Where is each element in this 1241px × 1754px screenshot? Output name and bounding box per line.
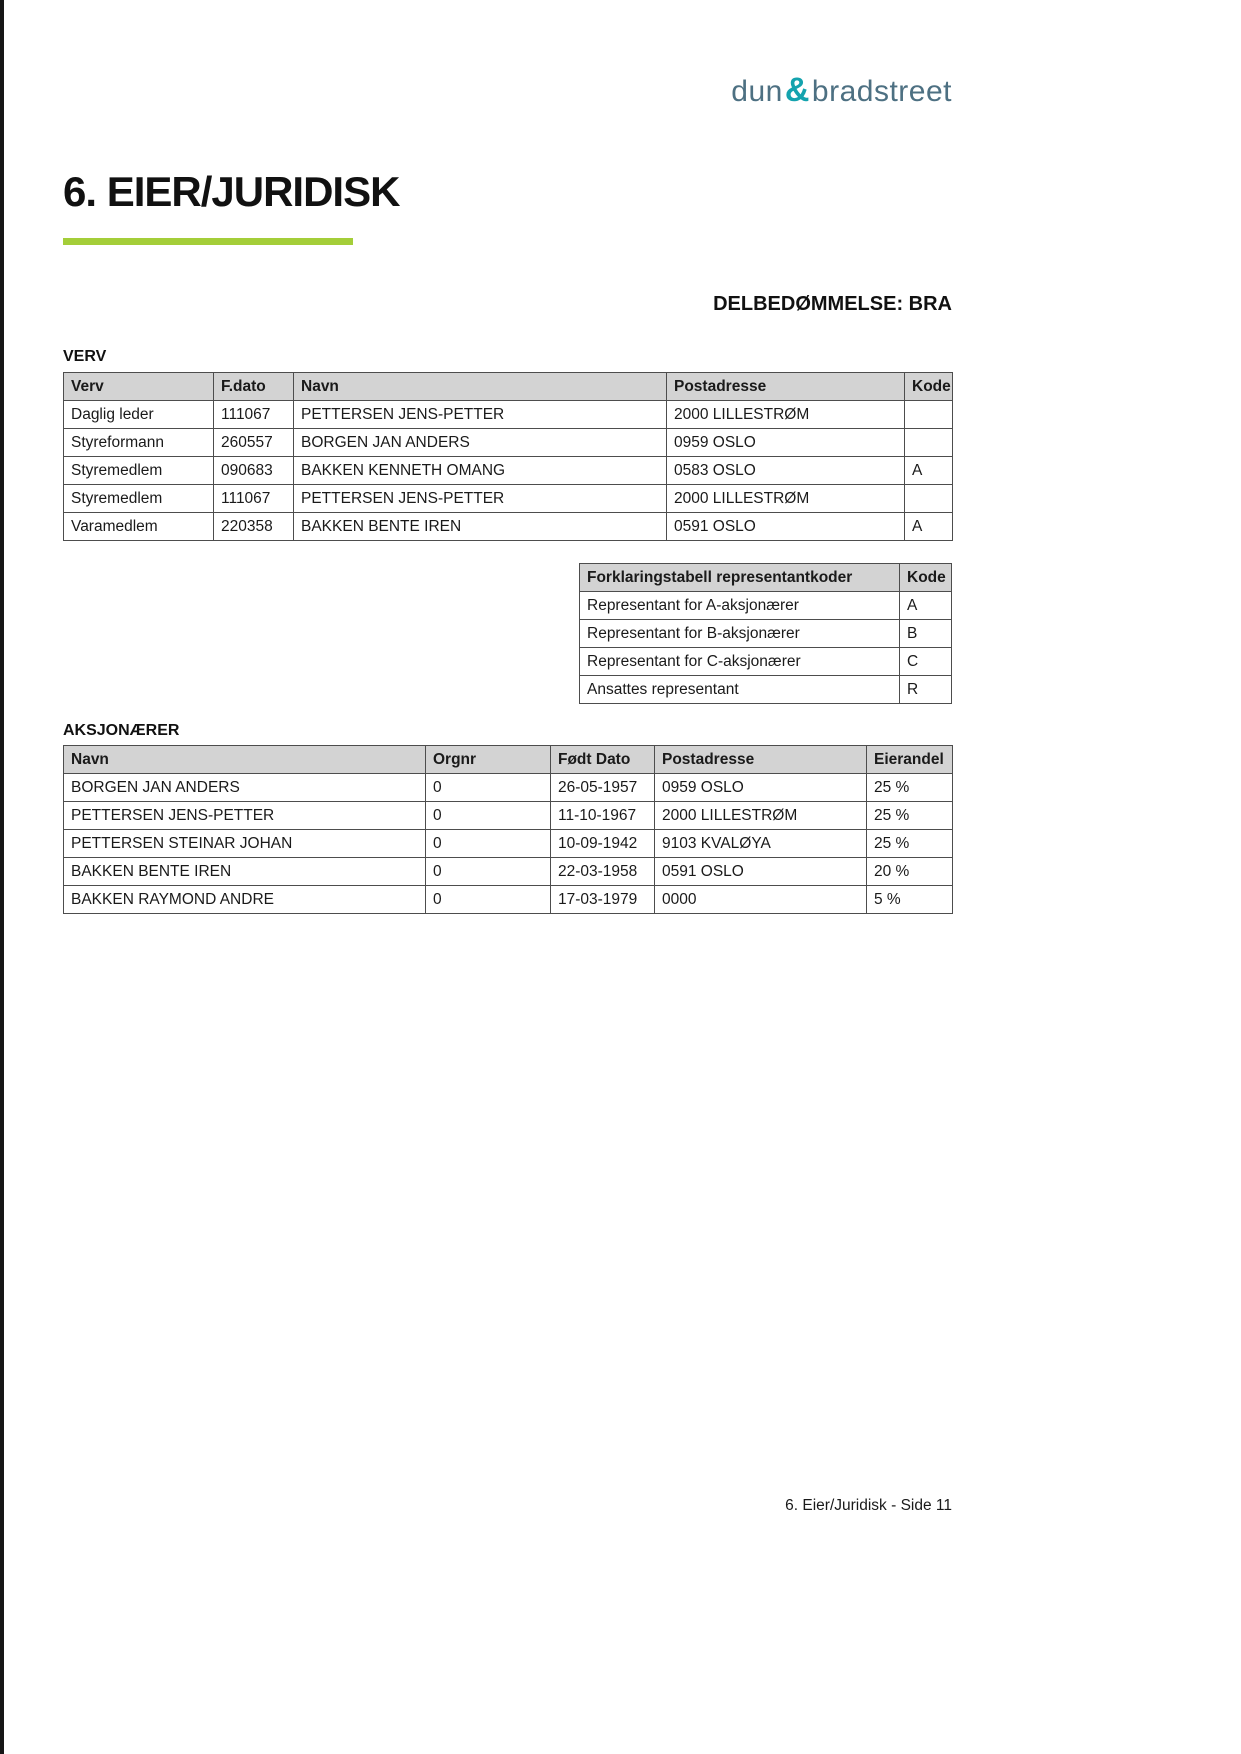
table-cell: BORGEN JAN ANDERS (64, 774, 426, 802)
column-header: Forklaringstabell representantkoder (580, 564, 900, 592)
table-cell: BAKKEN RAYMOND ANDRE (64, 886, 426, 914)
table-cell: 25 % (867, 802, 953, 830)
table-cell: 111067 (214, 401, 294, 429)
table-row (64, 457, 953, 485)
table-cell: 2000 LILLESTRØM (655, 802, 867, 830)
table-cell: 11-10-1967 (551, 802, 655, 830)
table-cell: 0 (426, 802, 551, 830)
table-cell: BAKKEN BENTE IREN (64, 858, 426, 886)
table-cell: 0 (426, 886, 551, 914)
table-cell: Styreformann (64, 429, 214, 457)
codes-header-row (580, 564, 952, 592)
table-row (64, 401, 953, 429)
page-footer: 6. Eier/Juridisk - Side 11 (785, 1497, 952, 1514)
table-cell: A (905, 513, 953, 541)
table-cell: 10-09-1942 (551, 830, 655, 858)
table-row (580, 620, 952, 648)
ampersand-icon: & (784, 71, 810, 109)
table-row (64, 802, 953, 830)
table-cell: 260557 (214, 429, 294, 457)
table-cell: 111067 (214, 485, 294, 513)
section-label-verv: VERV (63, 348, 107, 365)
table-cell: 2000 LILLESTRØM (667, 401, 905, 429)
table-cell: PETTERSEN JENS-PETTER (294, 485, 667, 513)
table-cell: R (900, 676, 952, 704)
table-cell (905, 429, 953, 457)
page-left-edge (0, 0, 4, 1754)
table-cell: BAKKEN KENNETH OMANG (294, 457, 667, 485)
table-cell: 220358 (214, 513, 294, 541)
table-cell: 9103 KVALØYA (655, 830, 867, 858)
column-header: Navn (294, 373, 667, 401)
table-row (580, 592, 952, 620)
column-header: Kode (900, 564, 952, 592)
table-row (64, 858, 953, 886)
table-cell: PETTERSEN JENS-PETTER (294, 401, 667, 429)
table-cell: PETTERSEN JENS-PETTER (64, 802, 426, 830)
table-cell: 0 (426, 858, 551, 886)
page-title: 6. EIER/JURIDISK (63, 168, 400, 215)
table-cell: Varamedlem (64, 513, 214, 541)
table-cell: 0583 OSLO (667, 457, 905, 485)
dun-bradstreet-logo (63, 72, 952, 110)
table-cell: 26-05-1957 (551, 774, 655, 802)
table-cell: Representant for A-aksjonærer (580, 592, 900, 620)
accent-divider (63, 238, 353, 245)
table-cell: 0959 OSLO (655, 774, 867, 802)
table-cell: Styremedlem (64, 485, 214, 513)
table-cell: Styremedlem (64, 457, 214, 485)
table-cell: C (900, 648, 952, 676)
table-cell: 25 % (867, 774, 953, 802)
table-row (64, 830, 953, 858)
table-cell: 0 (426, 830, 551, 858)
table-row (64, 774, 953, 802)
table-cell: A (900, 592, 952, 620)
table-cell: 0591 OSLO (655, 858, 867, 886)
table-cell: 0591 OSLO (667, 513, 905, 541)
table-cell: 0 (426, 774, 551, 802)
shareholders-table (63, 745, 953, 914)
table-cell: BORGEN JAN ANDERS (294, 429, 667, 457)
table-cell: PETTERSEN STEINAR JOHAN (64, 830, 426, 858)
table-row (64, 485, 953, 513)
logo-word-bradstreet: bradstreet (811, 75, 952, 108)
table-cell: 25 % (867, 830, 953, 858)
table-cell: Ansattes representant (580, 676, 900, 704)
table-cell: 0959 OSLO (667, 429, 905, 457)
table-cell: B (900, 620, 952, 648)
table-cell: A (905, 457, 953, 485)
table-cell: Daglig leder (64, 401, 214, 429)
table-cell: 090683 (214, 457, 294, 485)
table-cell: 0000 (655, 886, 867, 914)
table-cell: Representant for C-aksjonærer (580, 648, 900, 676)
table-cell: 17-03-1979 (551, 886, 655, 914)
table-cell: 22-03-1958 (551, 858, 655, 886)
verv-table (63, 372, 953, 541)
table-cell: 2000 LILLESTRØM (667, 485, 905, 513)
shareholders-header-row (64, 746, 953, 774)
column-header: Født Dato (551, 746, 655, 774)
column-header: Orgnr (426, 746, 551, 774)
table-row (64, 513, 953, 541)
table-cell (905, 401, 953, 429)
subscore-label: DELBEDØMMELSE: BRA (713, 293, 952, 315)
table-row (64, 429, 953, 457)
table-cell (905, 485, 953, 513)
page-content (63, 0, 952, 914)
table-cell: 20 % (867, 858, 953, 886)
logo-word-dun: dun (731, 75, 783, 108)
column-header: Postadresse (667, 373, 905, 401)
column-header: Postadresse (655, 746, 867, 774)
section-label-aksjonaerer: AKSJONÆRER (63, 722, 180, 739)
representative-codes-table (579, 563, 952, 704)
column-header: Kode (905, 373, 953, 401)
column-header: F.dato (214, 373, 294, 401)
table-cell: 5 % (867, 886, 953, 914)
verv-header-row (64, 373, 953, 401)
column-header: Eierandel (867, 746, 953, 774)
column-header: Verv (64, 373, 214, 401)
table-cell: Representant for B-aksjonærer (580, 620, 900, 648)
column-header: Navn (64, 746, 426, 774)
table-row (580, 648, 952, 676)
table-row (64, 886, 953, 914)
table-cell: BAKKEN BENTE IREN (294, 513, 667, 541)
table-row (580, 676, 952, 704)
